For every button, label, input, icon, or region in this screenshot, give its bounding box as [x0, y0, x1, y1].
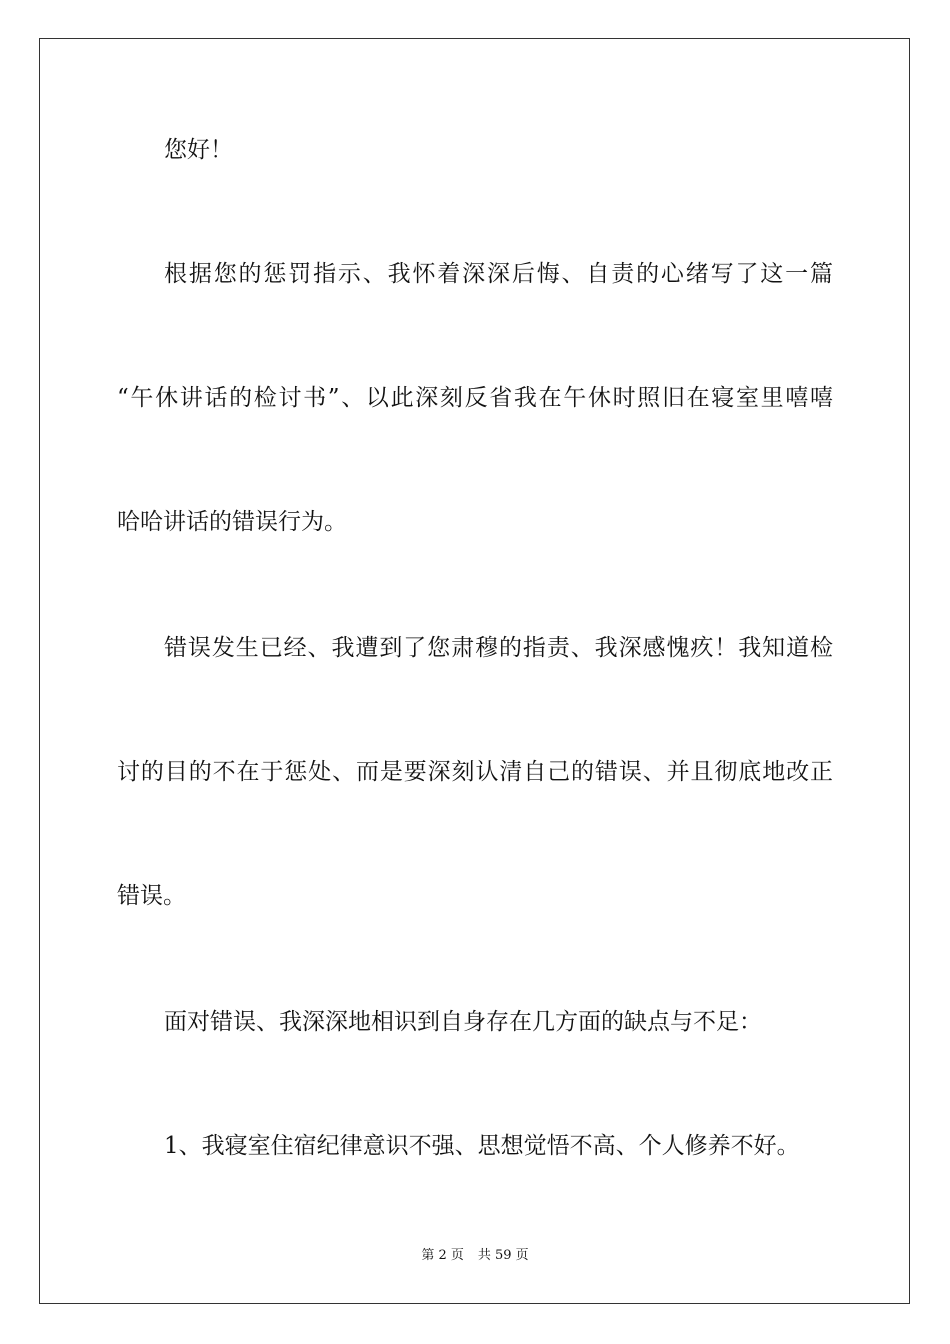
page-border [39, 38, 910, 1304]
paragraph-1-line-1: 根据您的惩罚指示、我怀着深深后悔、自责的心绪写了这一篇 [164, 261, 833, 287]
page-footer [0, 1247, 950, 1265]
greeting-line: 您好！ [164, 137, 233, 163]
paragraph-2-line-1: 错误发生已经、我遭到了您肃穆的指责、我深感愧疚！我知道检 [164, 635, 833, 661]
page-total: 共 59 页 [477, 1248, 529, 1263]
paragraph-1-line-3: 哈哈讲话的错误行为。 [117, 509, 347, 535]
page-number: 第 2 页 [421, 1248, 464, 1263]
paragraph-2-line-2: 讨的目的不在于惩处、而是要深刻认清自己的错误、并且彻底地改正 [117, 759, 833, 785]
paragraph-1-line-2: “午休讲话的检讨书”、以此深刻反省我在午休时照旧在寝室里嘻嘻 [117, 385, 833, 411]
paragraph-2-line-3: 错误。 [117, 883, 186, 909]
paragraph-3-line-1: 面对错误、我深深地相识到自身存在几方面的缺点与不足： [164, 1009, 762, 1035]
paragraph-4-line-1: 1、我寝室住宿纪律意识不强、思想觉悟不高、个人修养不好。 [164, 1133, 800, 1159]
